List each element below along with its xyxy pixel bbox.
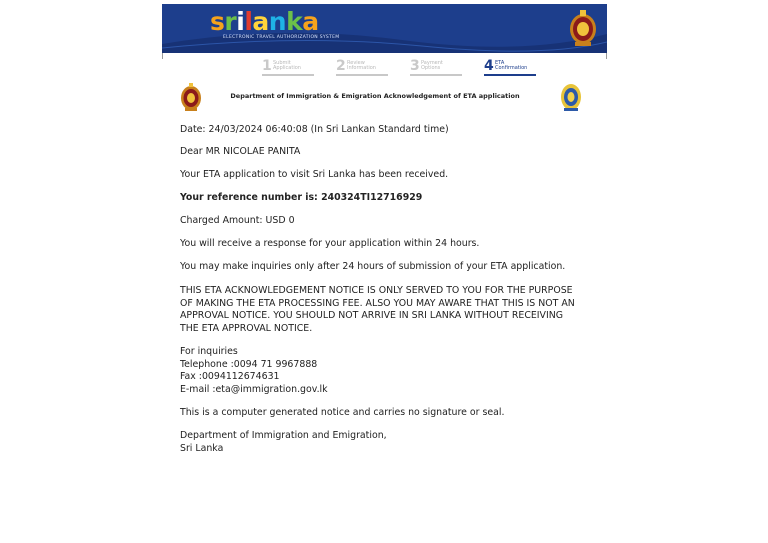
received-message: Your ETA application to visit Sri Lanka has been received. <box>180 169 449 180</box>
notice-line: APPROVAL NOTICE. YOU SHOULD NOT ARRIVE IN SRI LANKA WITHOUT RECEIVING <box>180 310 564 321</box>
logo-tagline: ELECTRONIC TRAVEL AUTHORIZATION SYSTEM <box>223 35 340 40</box>
step-bar <box>410 74 462 76</box>
step-bar <box>262 74 314 76</box>
notice-line: THIS ETA ACKNOWLEDGEMENT NOTICE IS ONLY SERVED TO YOU FOR THE PURPOSE <box>180 285 573 296</box>
notice-line: THE ETA APPROVAL NOTICE. <box>180 322 313 334</box>
response-message: You will receive a response for your application within 24 hours. <box>180 238 480 249</box>
step-eta-confirmation <box>484 58 536 76</box>
greeting: Dear MR NICOLAE PANITA <box>180 146 301 157</box>
inquiries-note: You may make inquiries only after 24 hours of submission of your ETA application. <box>180 261 566 272</box>
step-bar <box>336 74 388 76</box>
reference-number: Your reference number is: 240324TI12716929 <box>180 192 423 203</box>
date-line: Date: 24/03/2024 06:40:08 (In Sri Lankan Standard time) <box>180 124 449 135</box>
banner-border-left <box>162 53 163 59</box>
immigration-emblem-icon <box>560 82 582 112</box>
sri-lanka-emblem-icon <box>568 8 598 48</box>
step-number: 1 <box>262 58 272 74</box>
contact-fax: Fax :0094112674631 <box>180 371 280 382</box>
step-bar <box>484 74 536 76</box>
contact-email: E-mail :eta@immigration.gov.lk <box>180 383 328 395</box>
step-number: 4 <box>484 58 494 74</box>
charged-amount: Charged Amount: USD 0 <box>180 215 295 226</box>
contact-telephone: Telephone :0094 71 9967888 <box>180 358 318 370</box>
step-label: Submit Application <box>273 60 301 71</box>
progress-steps <box>260 58 560 78</box>
step-review-information <box>336 58 388 76</box>
step-label: Review Information <box>347 60 376 71</box>
step-number: 3 <box>410 58 420 74</box>
notice-line: OF MAKING THE ETA PROCESSING FEE. ALSO YOU MAY AWARE THAT THIS IS NOT AN <box>180 297 575 309</box>
government-emblem-icon <box>180 82 202 112</box>
banner-border-right <box>606 53 607 59</box>
signoff-line: Department of Immigration and Emigration, <box>180 430 387 441</box>
step-label: Payment Options <box>421 60 443 71</box>
contact-heading: For inquiries <box>180 346 238 357</box>
sri-lanka-logo: srilanka <box>210 7 319 36</box>
signoff-line: Sri Lanka <box>180 442 224 454</box>
step-submit-application <box>262 58 314 76</box>
computer-generated-note: This is a computer generated notice and carries no signature or seal. <box>180 407 505 418</box>
page-title: Department of Immigration & Emigration Acknowledgement of ETA application <box>230 92 520 100</box>
step-payment-options <box>410 58 462 76</box>
step-label: ETA Confirmation <box>495 60 528 71</box>
header-banner <box>162 4 607 53</box>
step-number: 2 <box>336 58 346 74</box>
